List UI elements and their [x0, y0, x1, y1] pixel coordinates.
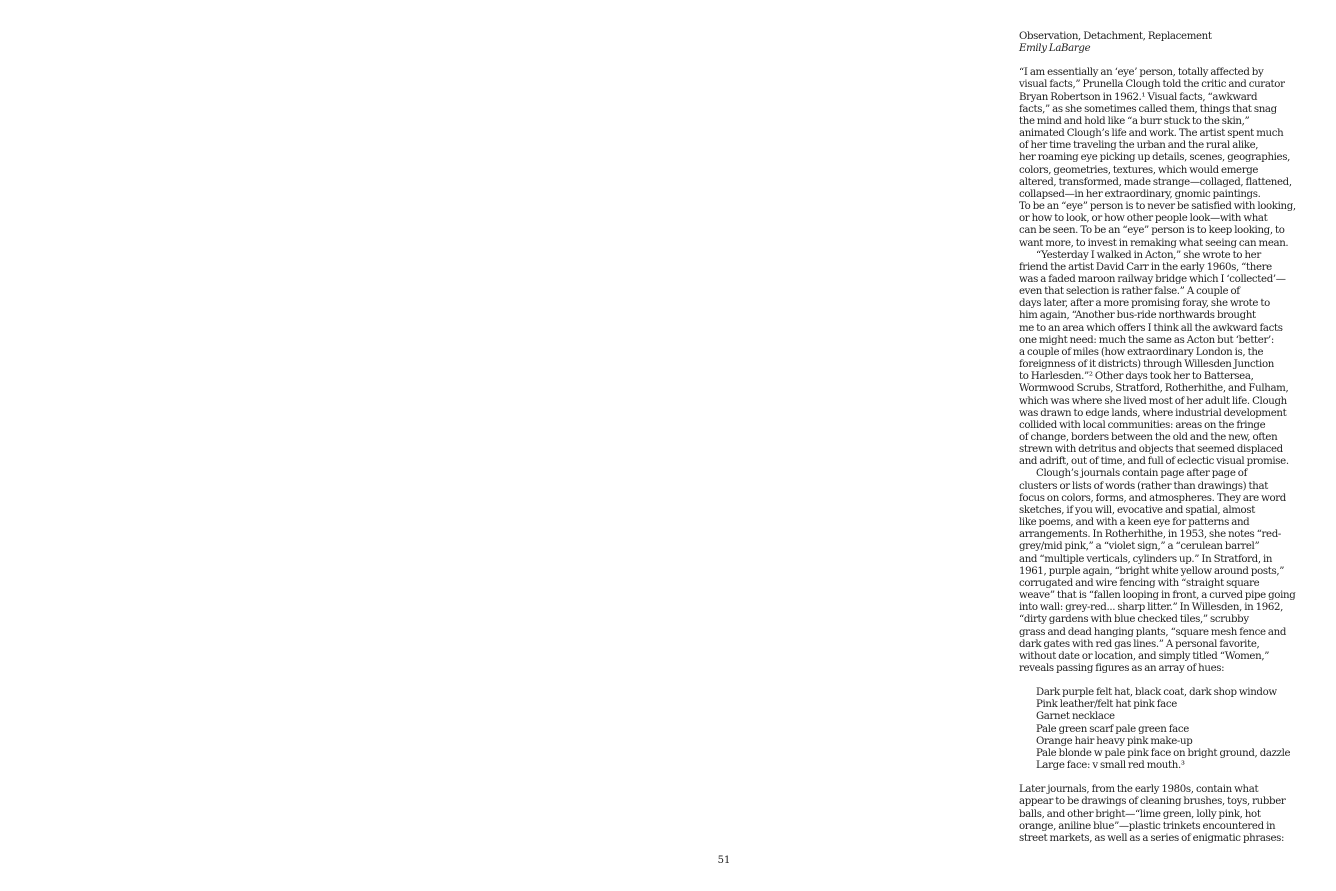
text-line: strewn with detritus and objects that seemed displaced	[1019, 444, 1283, 456]
text-line: “Yesterday I walked in Acton,” she wrote to her	[1036, 249, 1261, 261]
text-line: visual facts,” Prunella Clough told the critic and curator	[1019, 79, 1285, 91]
text-line: Pale green scarf pale green face	[1036, 723, 1189, 735]
text-line: Wormwood Scrubs, Stratford, Rotherhithe, and Fulham,	[1019, 383, 1289, 395]
text-line: and “multiple verticals, cylinders up.” In Stratford, in	[1019, 553, 1273, 565]
text-line: colors, geometries, textures, which would emerge	[1019, 164, 1259, 176]
text-line: her roaming eye picking up details, scenes, geographies,	[1019, 152, 1291, 164]
text-line: into wall: grey-red... sharp litter.” In Willesden, in 1962,	[1019, 602, 1284, 614]
text-line: was a faded maroon railway bridge which I ‘collected’—	[1019, 273, 1286, 285]
article-author: Emily LaBarge	[1019, 43, 1091, 55]
heading-spacer	[1019, 55, 1324, 67]
text-line: grey/mid pink,” a “violet sign,” a “cerulean barrel”	[1019, 541, 1260, 553]
text-line: or how to look, or how other people look—with what	[1019, 213, 1268, 225]
paragraph-2	[1019, 250, 1324, 469]
text-line: was drawn to edge lands, where industrial development	[1019, 407, 1287, 419]
paragraph-1	[1019, 67, 1324, 249]
text-line: a couple of miles (how extraordinary London is, the	[1019, 346, 1264, 358]
text-line: Clough’s journals contain page after page of	[1036, 468, 1247, 480]
text-line: one might need: much the same as Acton but ‘better’:	[1019, 334, 1274, 346]
text-line: facts,” as she sometimes called them, things that snag	[1019, 103, 1277, 115]
text-line: without date or location, and simply titled “Women,”	[1019, 650, 1270, 662]
text-line: Bryan Robertson in 1962.¹ Visual facts, “awkward	[1019, 91, 1258, 103]
text-line: to Harlesden.”² Other days took her to Battersea,	[1019, 371, 1254, 383]
text-line: arrangements. In Rotherhithe, in 1953, she notes “red-	[1019, 529, 1281, 541]
text-column	[1019, 31, 1324, 845]
text-line: Pale blonde w pale pink face on bright ground, dazzle	[1036, 747, 1291, 759]
text-line: grass and dead hanging plants, “square mesh fence and	[1019, 626, 1287, 638]
text-line: reveals passing figures as an array of hues:	[1019, 662, 1225, 674]
text-line: appear to be drawings of cleaning brushes, toys, rubber	[1019, 796, 1286, 808]
text-line: balls, and other bright—“lime green, lolly pink, hot	[1019, 808, 1261, 820]
text-line: weave” that is “fallen looping in front, a curved pipe going	[1019, 590, 1296, 602]
text-line: clusters or lists of words (rather than drawings) that	[1019, 480, 1268, 492]
text-line: want more, to invest in remaking what seeing can mean.	[1019, 237, 1289, 249]
text-line: To be an “eye” person is to never be satisfied with looking,	[1019, 201, 1296, 213]
page-number: 51	[717, 855, 731, 866]
text-line: collided with local communities: areas on the fringe	[1019, 419, 1266, 431]
text-line: “dirty gardens with blue checked tiles,” scrubby	[1019, 614, 1249, 626]
text-line: Garnet necklace	[1036, 711, 1115, 723]
text-line: animated Clough’s life and work. The artist spent much	[1019, 128, 1284, 140]
text-line: and adrift, out of time, and full of eclectic visual promise.	[1019, 456, 1289, 468]
text-line: of change, borders between the old and the new, often	[1019, 432, 1278, 443]
text-line: Pink leather/felt hat pink face	[1036, 699, 1177, 711]
text-line: friend the artist David Carr in the early 1960s, “there	[1019, 261, 1272, 273]
text-line: like poems, and with a keen eye for patterns and	[1019, 517, 1250, 529]
text-line: Dark purple felt hat, black coat, dark shop window	[1036, 687, 1277, 699]
text-line: even that selection is rather false.” A couple of	[1019, 286, 1240, 298]
text-line: orange, aniline blue”—plastic trinkets encountered in	[1019, 820, 1276, 832]
text-line: me to an area which offers I think all the awkward facts	[1019, 322, 1283, 334]
text-line: Large face: v small red mouth.³	[1036, 760, 1185, 772]
paragraph-3	[1019, 468, 1324, 675]
block-quote-women	[1036, 687, 1324, 772]
text-line: him again, “Another bus-ride northwards brought	[1019, 310, 1256, 322]
text-line: collapsed—in her extraordinary, gnomic paintings.	[1019, 188, 1261, 200]
text-line: altered, transformed, made strange—collaged, flattened,	[1019, 176, 1292, 188]
article-heading	[1019, 31, 1324, 55]
text-line: the mind and hold like “a burr stuck to the skin,”	[1019, 115, 1250, 127]
text-line: Later journals, from the early 1980s, contain what	[1019, 784, 1259, 796]
text-line: sketches, if you will, evocative and spatial, almost	[1019, 504, 1255, 516]
text-line: street markets, as well as a series of enigmatic phrases:	[1019, 832, 1285, 844]
text-line: dark gates with red gas lines.” A personal favorite,	[1019, 638, 1260, 650]
text-line: “I am essentially an ‘eye’ person, totally affected by	[1019, 67, 1264, 79]
article-title: Observation, Detachment, Replacement	[1019, 31, 1212, 42]
text-line: foreignness of it districts) through Willesden Junction	[1019, 359, 1274, 371]
text-line: of her time traveling the urban and the rural alike,	[1019, 140, 1259, 152]
text-line: which was where she lived most of her adult life. Clough	[1019, 395, 1287, 407]
text-line: days later, after a more promising foray, she wrote to	[1019, 298, 1270, 310]
text-line: corrugated and wire fencing with “straight square	[1019, 577, 1260, 589]
text-line: can be seen. To be an “eye” person is to keep looking, to	[1019, 225, 1285, 237]
text-line: Orange hair heavy pink make-up	[1036, 735, 1193, 747]
paragraph-4	[1019, 784, 1324, 845]
text-line: focus on colors, forms, and atmospheres. They are word	[1019, 492, 1286, 504]
text-line: 1961, purple again, “bright white yellow around posts,”	[1019, 565, 1285, 577]
